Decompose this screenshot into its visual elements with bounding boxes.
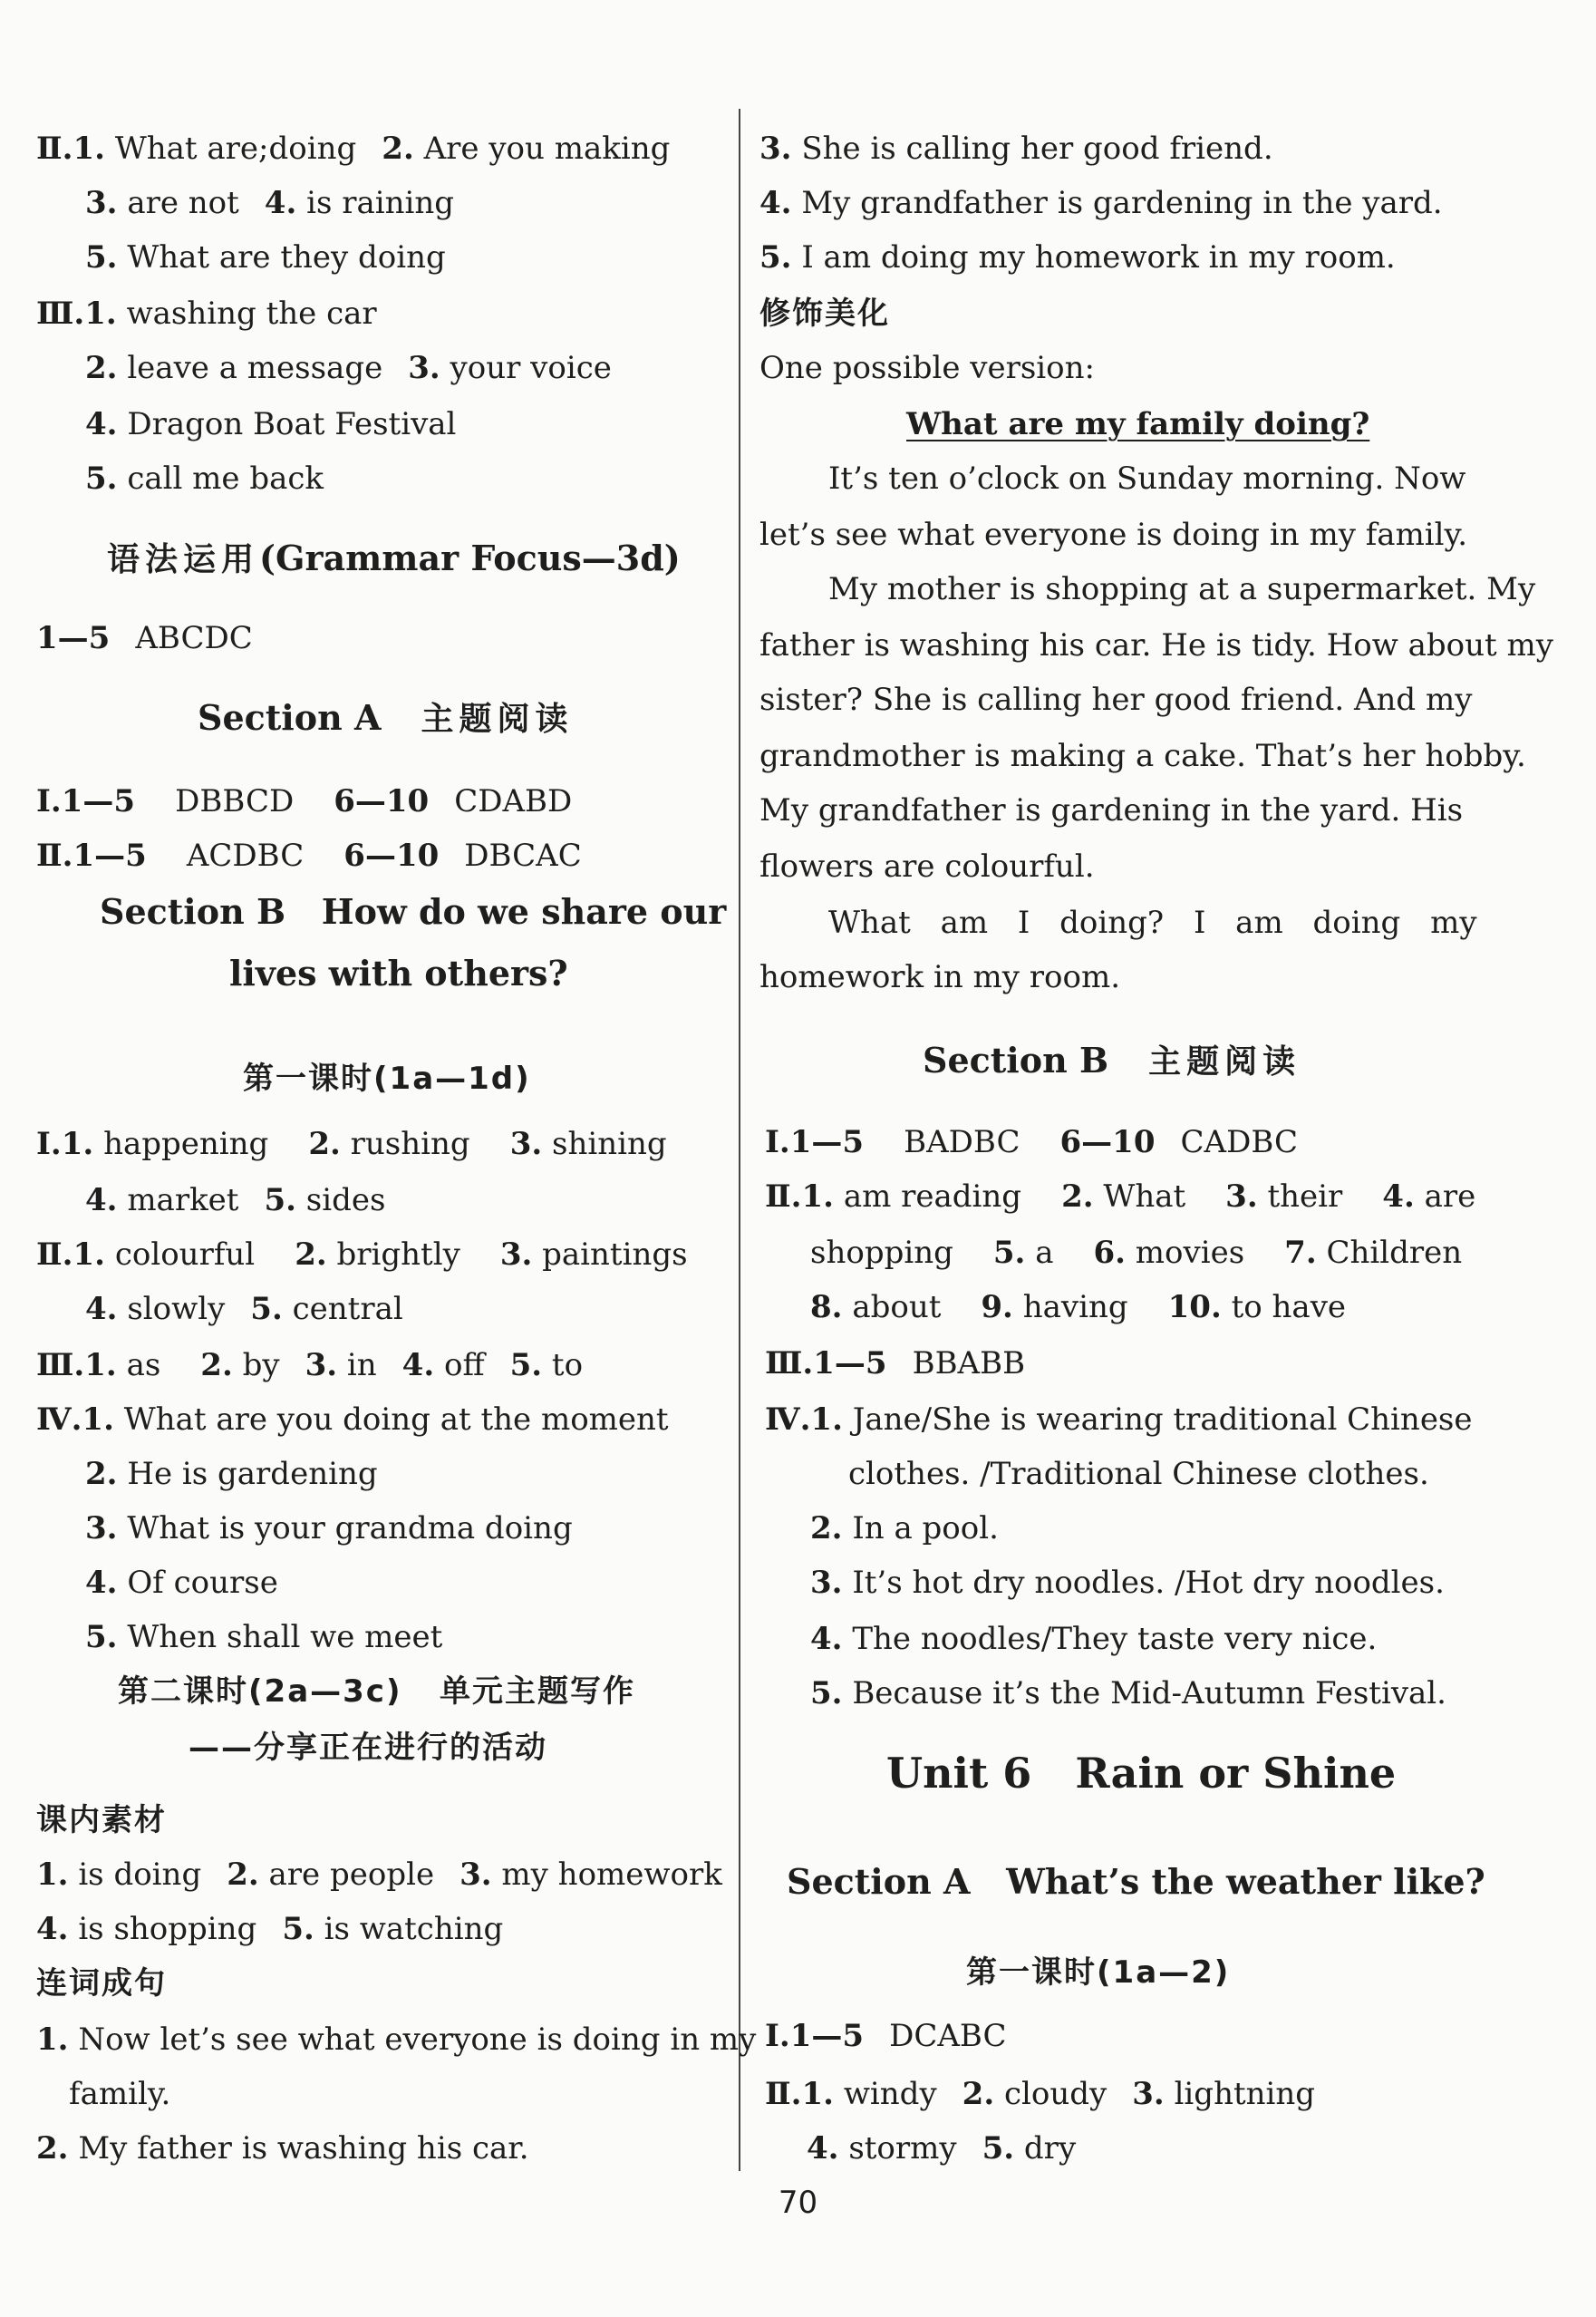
answer-line: 3. It’s hot dry noodles. /Hot dry noodles. [810,1565,1445,1601]
answer-line: 2. He is gardening [85,1456,378,1492]
answer-line: Ⅱ.1—5 ACDBC 6—10 DBCAC [36,838,582,874]
answer-line: 2. My father is washing his car. [36,2130,529,2167]
essay-line: What am I doing? I am doing my [828,905,1477,941]
page-number: 70 [778,2185,818,2221]
answer-line: 1. Now let’s see what everyone is doing in my [36,2021,757,2058]
section-heading: 语法运用(Grammar Focus—3d) [107,538,681,578]
answer-line: 2. In a pool. [810,1510,999,1546]
answer-line: Ⅰ.1—5 BADBC 6—10 CADBC [765,1124,1298,1160]
answer-line: 8. about 9. having 10. to have [810,1289,1347,1325]
answer-line: Ⅱ.1. What are;doing 2. Are you making [36,131,671,167]
label: 课内素材 [36,1802,167,1838]
section-heading: Section B 主题阅读 [923,1040,1301,1081]
essay-line: It’s ten o’clock on Sunday morning. Now [828,460,1466,497]
section-heading: lives with others? [229,953,568,994]
answer-line: 4. market 5. sides [85,1182,386,1218]
version-label: One possible version: [759,350,1095,386]
answer-line: 1—5 ABCDC [36,620,253,656]
answer-line: 4. is shopping 5. is watching [36,1911,504,1947]
unit-title: Unit 6 Rain or Shine [886,1749,1397,1798]
essay-line: let’s see what everyone is doing in my family. [759,517,1468,553]
essay-line: sister? She is calling her good friend. And my [759,682,1473,718]
section-heading: Section A 主题阅读 [198,697,574,738]
answer-line: clothes. /Traditional Chinese clothes. [848,1456,1429,1492]
answer-line: Ⅲ.1. as 2. by 3. in 4. off 5. to [36,1347,584,1383]
essay-line: homework in my room. [759,959,1121,995]
answer-line: 4. The noodles/They taste very nice. [810,1621,1378,1657]
answer-line: Ⅰ.1—5 DBBCD 6—10 CDABD [36,783,573,819]
section-heading: Section A What’s the weather like? [787,1861,1485,1902]
answer-line: 5. When shall we meet [85,1619,443,1655]
answer-line: Ⅲ.1. washing the car [36,296,377,332]
answer-line: 3. What is your grandma doing [85,1510,573,1546]
answer-line: 2. leave a message 3. your voice [85,350,612,386]
column-divider [739,109,740,2171]
answer-line: Ⅰ.1. happening 2. rushing 3. shining [36,1126,667,1162]
answer-line: Ⅳ.1. What are you doing at the moment [36,1401,669,1438]
essay-line: My mother is shopping at a supermarket. My [828,571,1536,607]
answer-line: 3. are not 4. is raining [85,185,455,221]
answer-line: 4. Of course [85,1565,278,1601]
answer-line: Ⅰ.1—5 DCABC [765,2018,1007,2054]
answer-line: 1. is doing 2. are people 3. my homework [36,1857,722,1893]
answer-line: Ⅱ.1. am reading 2. What 3. their 4. are [765,1178,1476,1215]
answer-line: family. [69,2076,171,2112]
essay-line: flowers are colourful. [759,848,1095,885]
label: 修饰美化 [759,296,890,332]
essay-line: grandmother is making a cake. That’s her hobby. [759,738,1526,774]
lesson-heading: 第一课时(1a—1d) [243,1061,531,1097]
lesson-heading: 第一课时(1a—2) [966,1954,1231,1991]
lesson-subheading: ——分享正在进行的活动 [189,1730,547,1766]
answer-line: Ⅱ.1. colourful 2. brightly 3. paintings [36,1236,688,1273]
answer-line: 5. Because it’s the Mid-Autumn Festival. [810,1675,1446,1711]
essay-line: father is washing his car. He is tidy. How about my [759,627,1553,664]
answer-line: 5. I am doing my homework in my room. [759,239,1396,276]
answer-line: 4. stormy 5. dry [807,2130,1077,2167]
answer-line: 4. Dragon Boat Festival [85,406,457,442]
answer-line: 5. What are they doing [85,239,446,276]
essay-line: My grandfather is gardening in the yard. His [759,792,1464,829]
label: 连词成句 [36,1965,167,2002]
essay-title: What are my family doing? [906,406,1370,442]
answer-line: 3. She is calling her good friend. [759,131,1273,167]
answer-line: 5. call me back [85,460,324,497]
answer-line: 4. My grandfather is gardening in the yard. [759,185,1443,221]
section-heading: Section B How do we share our [100,891,727,932]
answer-line: shopping 5. a 6. movies 7. Children [810,1235,1463,1271]
answer-line: Ⅳ.1. Jane/She is wearing traditional Chinese [765,1401,1473,1438]
answer-line: 4. slowly 5. central [85,1291,403,1327]
lesson-heading: 第二课时(2a—3c) 单元主题写作 [118,1673,636,1710]
answer-line: Ⅲ.1—5 BBABB [765,1345,1026,1381]
answer-line: Ⅱ.1. windy 2. cloudy 3. lightning [765,2076,1316,2112]
